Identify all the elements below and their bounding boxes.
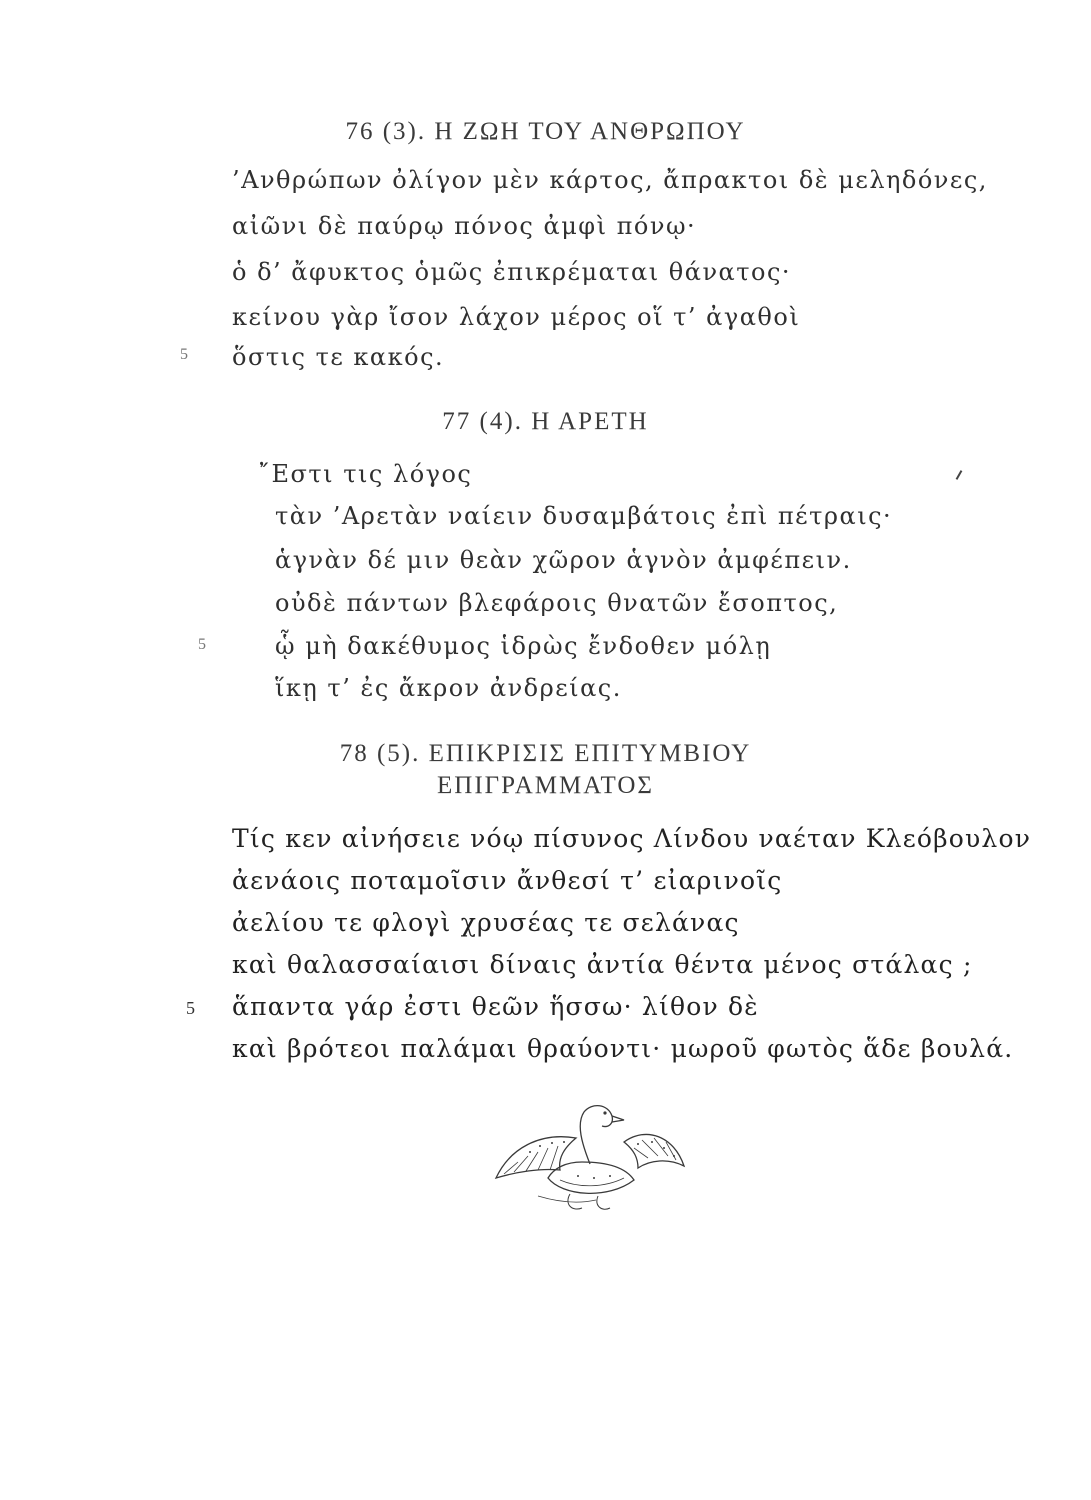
poem-77-line-5: ᾧ μὴ δακέθυμος ἱδρὼς ἔνδοθεν μόλῃ bbox=[275, 632, 772, 660]
poem-77-line-4: οὐδὲ πάντων βλεφάροις θνατῶν ἔσοπτος, bbox=[275, 589, 839, 617]
poem-78-line-number: 5 bbox=[186, 998, 195, 1018]
poem-77-line-6: ἵκῃ τ’ ἐς ἄκρον ἀνδρείας. bbox=[275, 674, 622, 702]
poem-78-line-1: Τίς κεν αἰνήσειε νόῳ πίσυνος Λίνδου ναέταν Κλεόβουλον bbox=[232, 824, 1032, 853]
poem-78-heading-line-2: ΕΠΙΓΡΑΜΜΑΤΟΣ bbox=[437, 772, 654, 799]
poem-76-heading: 76 (3). Η ΖΩΗ ΤΟΥ ΑΝΘΡΩΠΟΥ bbox=[345, 118, 746, 145]
poem-76-line-2: αἰῶνι δὲ παύρῳ πόνος ἀμφὶ πόνῳ· bbox=[232, 212, 697, 240]
poem-76-line-4: κείνου γὰρ ἴσον λάχον μέρος οἵ τ’ ἀγαθοὶ bbox=[232, 303, 801, 331]
poem-77-heading: 77 (4). Η ΑΡΕΤΗ bbox=[442, 408, 649, 435]
swan-icon bbox=[478, 1096, 698, 1225]
poem-76-line-3: ὁ δ’ ἄφυκτος ὁμῶς ἐπικρέμαται θάνατος· bbox=[232, 258, 792, 286]
stray-mark bbox=[956, 470, 963, 480]
poem-78-line-5: ἅπαντα γάρ ἐστι θεῶν ἥσσω· λίθον δὲ bbox=[232, 992, 759, 1021]
poem-77-line-1: ῎Εστι τις λόγος bbox=[258, 460, 473, 488]
poem-78-line-6: καὶ βρότεοι παλάμαι θραύοντι· μωροῦ φωτὸς ἅδε βουλά. bbox=[232, 1034, 1014, 1063]
poem-76-line-1: ’Ανθρώπων ὀλίγον μὲν κάρτος, ἄπρακτοι δὲ μεληδόνες, bbox=[232, 166, 988, 194]
poem-77-line-2: τὰν ’Αρετὰν ναίειν δυσαμβάτοις ἐπὶ πέτραις· bbox=[275, 502, 893, 530]
poem-78-line-4: καὶ θαλασσαίαισι δίναις ἀντία θέντα μένος στάλας ; bbox=[232, 950, 973, 979]
poem-78-heading-line-1: 78 (5). ΕΠΙΚΡΙΣΙΣ ΕΠΙΤΥΜΒΙΟΥ bbox=[339, 740, 752, 767]
poem-78-line-2: ἀενάοις ποταμοῖσιν ἄνθεσί τ’ εἰαρινοῖς bbox=[232, 866, 783, 895]
poem-77-line-3: ἁγνὰν δέ μιν θεὰν χῶρον ἁγνὸν ἀμφέπειν. bbox=[275, 546, 852, 574]
poem-76-line-5: ὅστις τε κακός. bbox=[232, 343, 445, 371]
poem-78-line-3: ἀελίου τε φλογὶ χρυσέας τε σελάνας bbox=[232, 908, 740, 937]
poem-77-line-number: 5 bbox=[198, 636, 206, 653]
poem-76-line-number: 5 bbox=[180, 346, 188, 363]
